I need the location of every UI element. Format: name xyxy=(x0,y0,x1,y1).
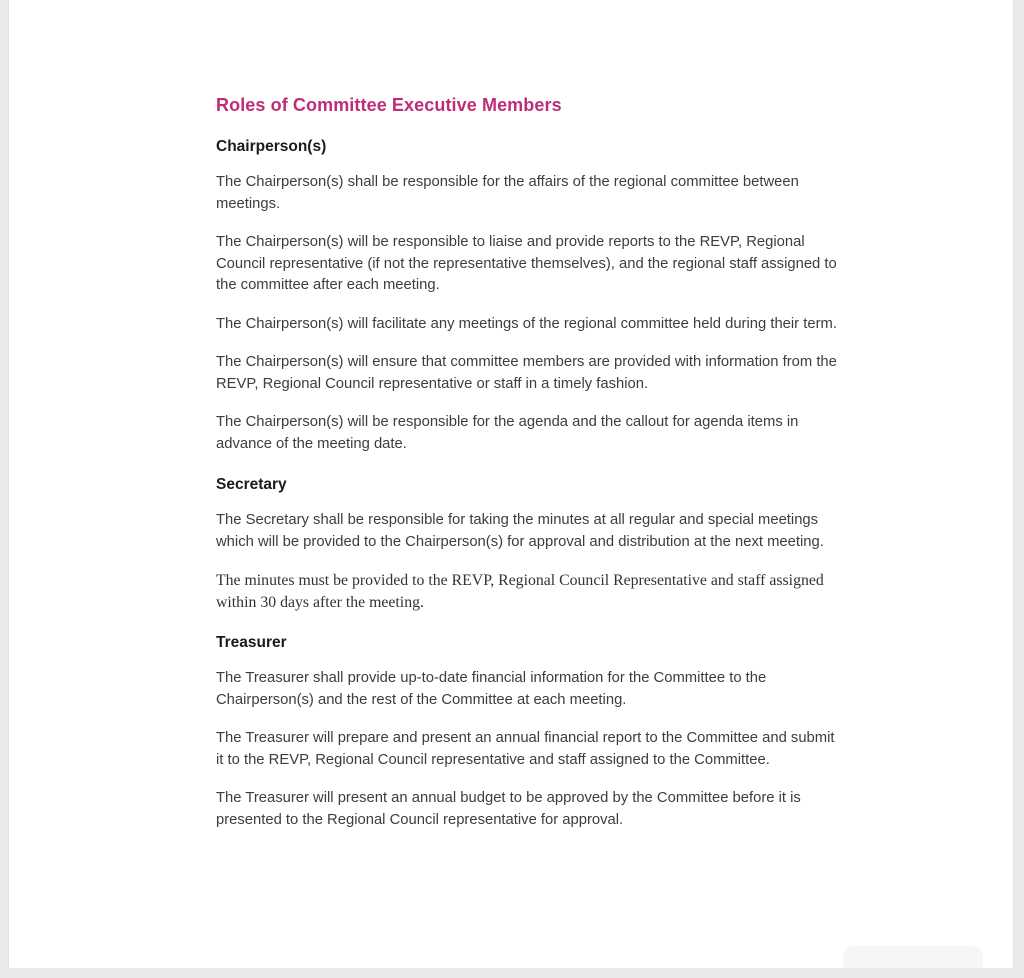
paragraph: The Treasurer will present an annual budget to be approved by the Committee before it is presented to the Regional Council representative for approval. xyxy=(216,790,801,828)
paragraph: The Secretary shall be responsible for taking the minutes at all regular and special meetings which will be provided to the Chairperson(s) for approval and distribution at the next meeting. xyxy=(216,512,824,550)
paragraph: The Chairperson(s) will be responsible for the agenda and the callout for agenda items in advance of the meeting date. xyxy=(216,414,799,452)
bottom-right-shadow-artifact xyxy=(843,946,983,968)
document-page xyxy=(8,0,1014,968)
section-heading-secretary: Secretary xyxy=(216,476,287,493)
document-content xyxy=(216,94,840,848)
section-heading-chairperson: Chairperson(s) xyxy=(216,138,327,155)
paragraph: The Chairperson(s) shall be responsible for the affairs of the regional committee between meetings. xyxy=(216,174,799,212)
paragraph: The Chairperson(s) will be responsible to liaise and provide reports to the REVP, Regional Council representative (if not the representative themselves), and the regional staff assigned to the committee after each meeting. xyxy=(216,234,837,293)
paragraph: The Treasurer shall provide up-to-date financial information for the Committee to the Chairperson(s) and the rest of the Committee at each meeting. xyxy=(216,670,767,708)
paragraph: The Chairperson(s) will facilitate any meetings of the regional committee held during their term. xyxy=(216,315,837,332)
paragraph: The Treasurer will prepare and present an annual financial report to the Committee and submit it to the REVP, Regional Council representative and staff assigned to the Committee. xyxy=(216,730,835,768)
page-title: Roles of Committee Executive Members xyxy=(216,95,562,115)
paragraph-serif: The minutes must be provided to the REVP, Regional Council Representative and staff assigned within 30 days after the meeting. xyxy=(216,572,824,611)
paragraph: The Chairperson(s) will ensure that committee members are provided with information from the REVP, Regional Council representative or staff in a timely fashion. xyxy=(216,354,837,392)
section-heading-treasurer: Treasurer xyxy=(216,634,287,651)
